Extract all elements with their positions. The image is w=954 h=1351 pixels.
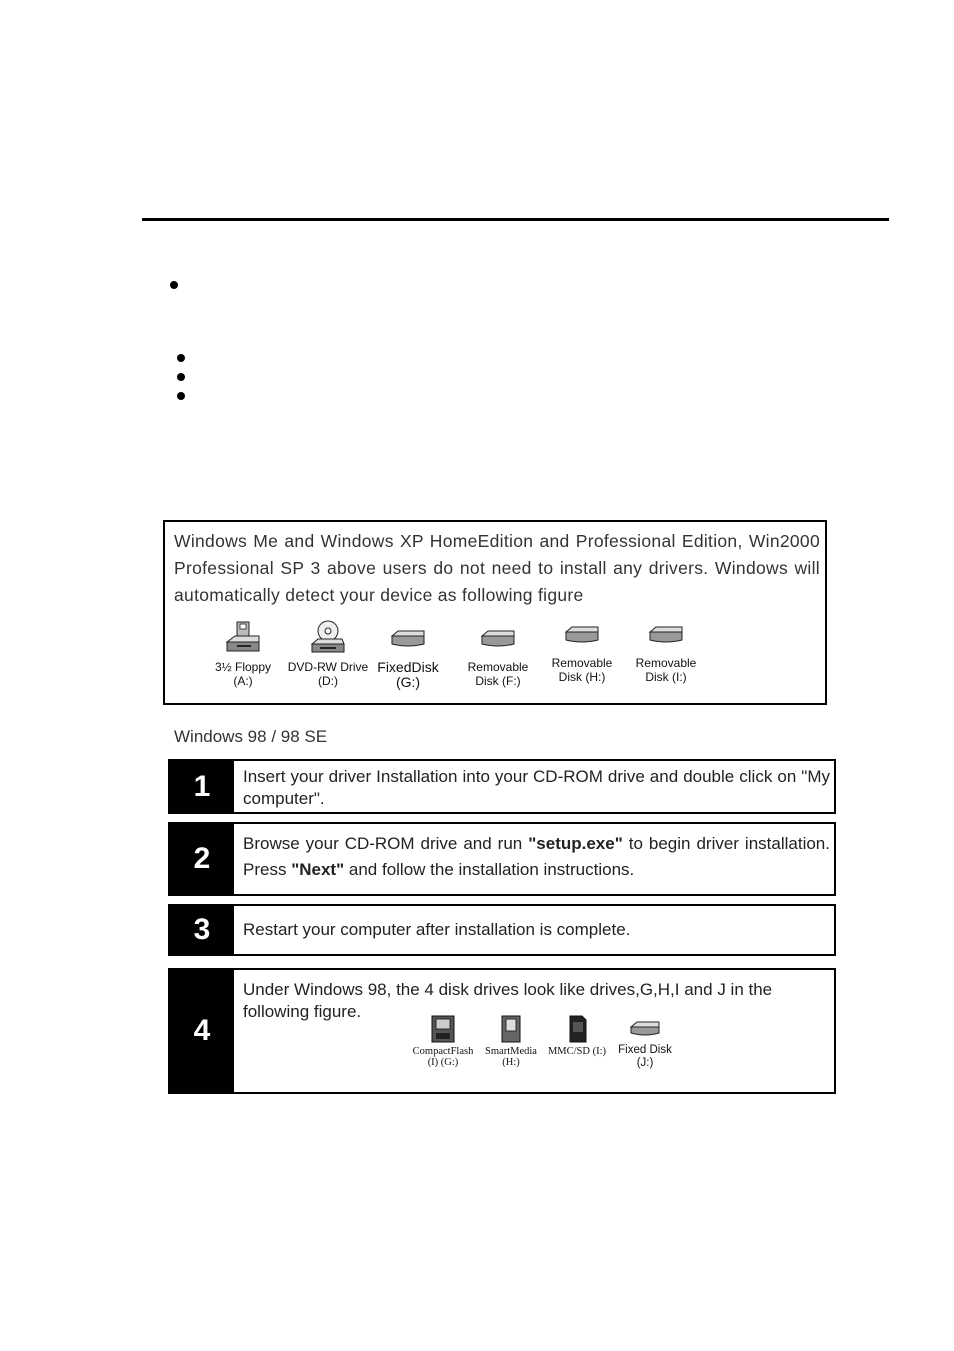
floppy-drive-icon [223,620,263,656]
bullet [177,392,185,400]
step-3 [168,904,836,956]
fixed-disk-icon [628,1018,662,1042]
drive-floppy-a: 3½ Floppy (A:) [198,620,288,688]
step-number: 1 [170,761,234,812]
step-text: Under Windows 98, the 4 disk drives look like drives,G,H,I and J in the following figure. [243,980,773,1021]
dvd-drive-icon [308,620,348,656]
disk-drive-icon [562,620,602,652]
bullet [170,281,178,289]
xp-info-text: Windows Me and Windows XP HomeEdition and Professional Edition, Win2000 Professional SP 3 above users do not need to install any drivers. Windows will automatically detect your device as following figure [174,531,820,605]
mmc-sd-icon [563,1014,591,1044]
disk-drive-icon [646,620,686,652]
step-2 [168,822,836,896]
drive-fixed-g: FixedDisk (G:) [363,624,453,690]
drive-smartmedia-h: SmartMedia (H:) [474,1014,548,1068]
step-text: Insert your driver Installation into your CD-ROM drive and double click on "My computer". [243,767,830,808]
step-4 [168,968,836,1094]
win98-subheading: Windows 98 / 98 SE [174,727,328,746]
drive-removable-i: Removable Disk (I:) [621,620,711,684]
compactflash-icon [429,1014,457,1044]
step-1 [168,759,836,814]
drive-removable-f: Removable Disk (F:) [453,624,543,688]
smartmedia-icon [497,1014,525,1044]
disk-drive-icon [388,624,428,656]
drive-removable-h: Removable Disk (H:) [537,620,627,684]
drive-compactflash-g: CompactFlash (I) (G:) [406,1014,480,1068]
drive-fixed-disk-j: Fixed Disk (J:) [608,1018,682,1070]
xp-info-box [163,520,827,705]
step-text: Restart your computer after installation is complete. [243,920,631,939]
drive-dvd-d: DVD-RW Drive (D:) [283,620,373,688]
step-text: Browse your CD-ROM drive and run "setup.exe" to begin driver installation. Press "Next" and follow the installation instructions. [243,834,830,879]
step-number: 2 [170,824,234,894]
bullet [177,373,185,381]
drive-mmc-sd-i: MMC/SD (I:) [540,1014,614,1057]
bullet [177,354,185,362]
step-number: 3 [170,906,234,954]
header-rule [142,218,889,221]
step-number: 4 [170,970,234,1092]
disk-drive-icon [478,624,518,656]
